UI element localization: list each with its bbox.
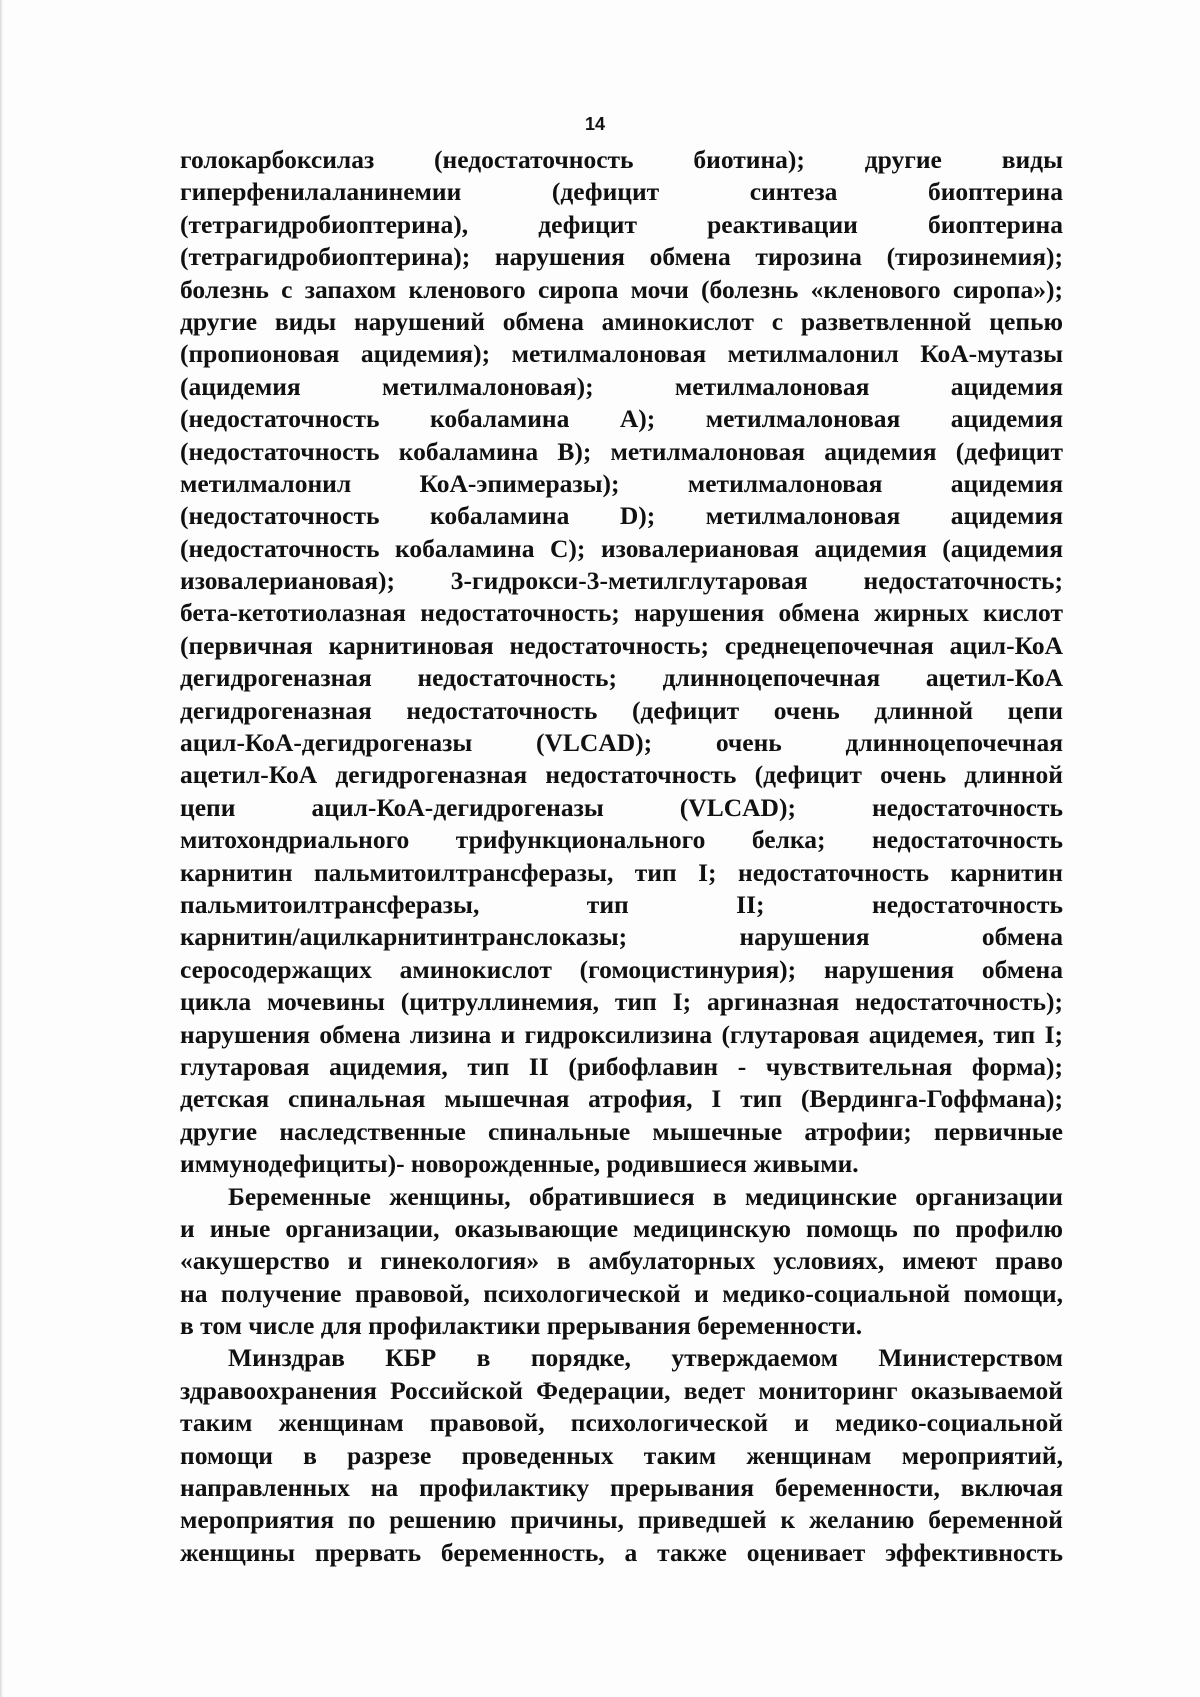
text-line: карнитин/ацилкарнитинтранслоказы; нарушения обмена bbox=[180, 922, 1063, 952]
text-line: митохондриального трифункционального белка; недостаточность bbox=[180, 825, 1063, 855]
text-line: здравоохранения Российской Федерации, ведет мониторинг оказываемой bbox=[180, 1375, 1063, 1405]
text-line: карнитин пальмитоилтрансферазы, тип I; недостаточность карнитин bbox=[180, 857, 1063, 887]
text-line: нарушения обмена лизина и гидроксилизина (глутаровая ацидемея, тип I; bbox=[180, 1019, 1063, 1049]
text-line: голокарбоксилаз (недостаточность биотина); другие виды bbox=[180, 145, 1063, 174]
text-line: (недостаточность кобаламина С); изовалериановая ацидемия (ацидемия bbox=[180, 533, 1063, 563]
text-line: и иные организации, оказывающие медицинскую помощь по профилю bbox=[180, 1213, 1063, 1243]
text-line: (недостаточность кобаламина D); метилмалоновая ацидемия bbox=[180, 501, 1063, 531]
text-line: детская спинальная мышечная атрофия, I тип (Вердинга-Гоффмана); bbox=[180, 1084, 1063, 1114]
text-line: изовалериановая); 3-гидрокси-3-метилглутаровая недостаточность; bbox=[180, 566, 1063, 596]
text-line: бета-кетотиолазная недостаточность; нарушения обмена жирных кислот bbox=[180, 598, 1063, 628]
text-line: (тетрагидробиоптерина), дефицит реактивации биоптерина bbox=[180, 209, 1063, 239]
text-line: ацил-КоА-дегидрогеназы (VLCAD); очень длинноцепочечная bbox=[180, 728, 1063, 758]
text-line: иммунодефициты)- новорожденные, родившиеся живыми. bbox=[180, 1149, 859, 1179]
text-line: Беременные женщины, обратившиеся в медицинские организации bbox=[228, 1181, 1063, 1211]
text-line: другие виды нарушений обмена аминокислот с разветвленной цепью bbox=[180, 306, 1063, 336]
text-line: ацетил-КоА дегидрогеназная недостаточность (дефицит очень длинной bbox=[180, 760, 1063, 790]
paragraph-2 bbox=[180, 1181, 1063, 1343]
text-line: женщины прервать беременность, а также оценивает эффективность bbox=[180, 1537, 1063, 1567]
text-line: мероприятия по решению причины, приведшей к желанию беременной bbox=[180, 1505, 1063, 1535]
page-number: 14 bbox=[584, 114, 606, 134]
body-text bbox=[180, 144, 1063, 1569]
text-line: цепи ацил-КоА-дегидрогеназы (VLCAD); недостаточность bbox=[180, 792, 1063, 822]
text-line: (недостаточность кобаламина А); метилмалоновая ацидемия bbox=[180, 404, 1063, 434]
text-line: помощи в разрезе проведенных таким женщинам мероприятий, bbox=[180, 1440, 1063, 1470]
paragraph-1 bbox=[180, 144, 1063, 1181]
text-line: серосодержащих аминокислот (гомоцистинурия); нарушения обмена bbox=[180, 954, 1063, 984]
text-line: направленных на профилактику прерывания беременности, включая bbox=[180, 1473, 1063, 1503]
text-line: гиперфенилаланинемии (дефицит синтеза биоптерина bbox=[180, 177, 1063, 207]
text-line: на получение правовой, психологической и медико-социальной помощи, bbox=[180, 1278, 1063, 1308]
text-line: в том числе для профилактики прерывания беременности. bbox=[180, 1311, 863, 1341]
text-line: глутаровая ацидемия, тип II (рибофлавин - чувствительная форма); bbox=[180, 1051, 1063, 1081]
text-line: (недостаточность кобаламина В); метилмалоновая ацидемия (дефицит bbox=[180, 436, 1063, 466]
text-line: дегидрогеназная недостаточность; длинноцепочечная ацетил-КоА bbox=[180, 663, 1063, 693]
text-line: цикла мочевины (цитруллинемия, тип I; аргиназная недостаточность); bbox=[180, 987, 1063, 1017]
text-line: «акушерство и гинекология» в амбулаторных условиях, имеют право bbox=[180, 1246, 1063, 1276]
text-line: болезнь с запахом кленового сиропа мочи (болезнь «кленового сиропа»); bbox=[180, 274, 1063, 304]
text-line: метилмалонил КоА-эпимеразы); метилмалоновая ацидемия bbox=[180, 468, 1063, 498]
text-line: таким женщинам правовой, психологической и медико-социальной bbox=[180, 1408, 1063, 1438]
text-line: (тетрагидробиоптерина); нарушения обмена тирозина (тирозинемия); bbox=[180, 242, 1063, 272]
text-line: дегидрогеназная недостаточность (дефицит очень длинной цепи bbox=[180, 695, 1063, 725]
scan-edge bbox=[0, 0, 3, 1697]
text-line: (ацидемия метилмалоновая); метилмалоновая ацидемия bbox=[180, 371, 1063, 401]
text-line: другие наследственные спинальные мышечные атрофии; первичные bbox=[180, 1116, 1063, 1146]
text-line: (первичная карнитиновая недостаточность; среднецепочечная ацил-КоА bbox=[180, 630, 1063, 660]
text-line: (пропионовая ацидемия); метилмалоновая метилмалонил КоА-мутазы bbox=[180, 339, 1063, 369]
text-line: пальмитоилтрансферазы, тип II; недостаточность bbox=[180, 889, 1063, 919]
text-line: Минздрав КБР в порядке, утверждаемом Министерством bbox=[228, 1343, 1063, 1373]
paragraph-3 bbox=[180, 1342, 1063, 1569]
